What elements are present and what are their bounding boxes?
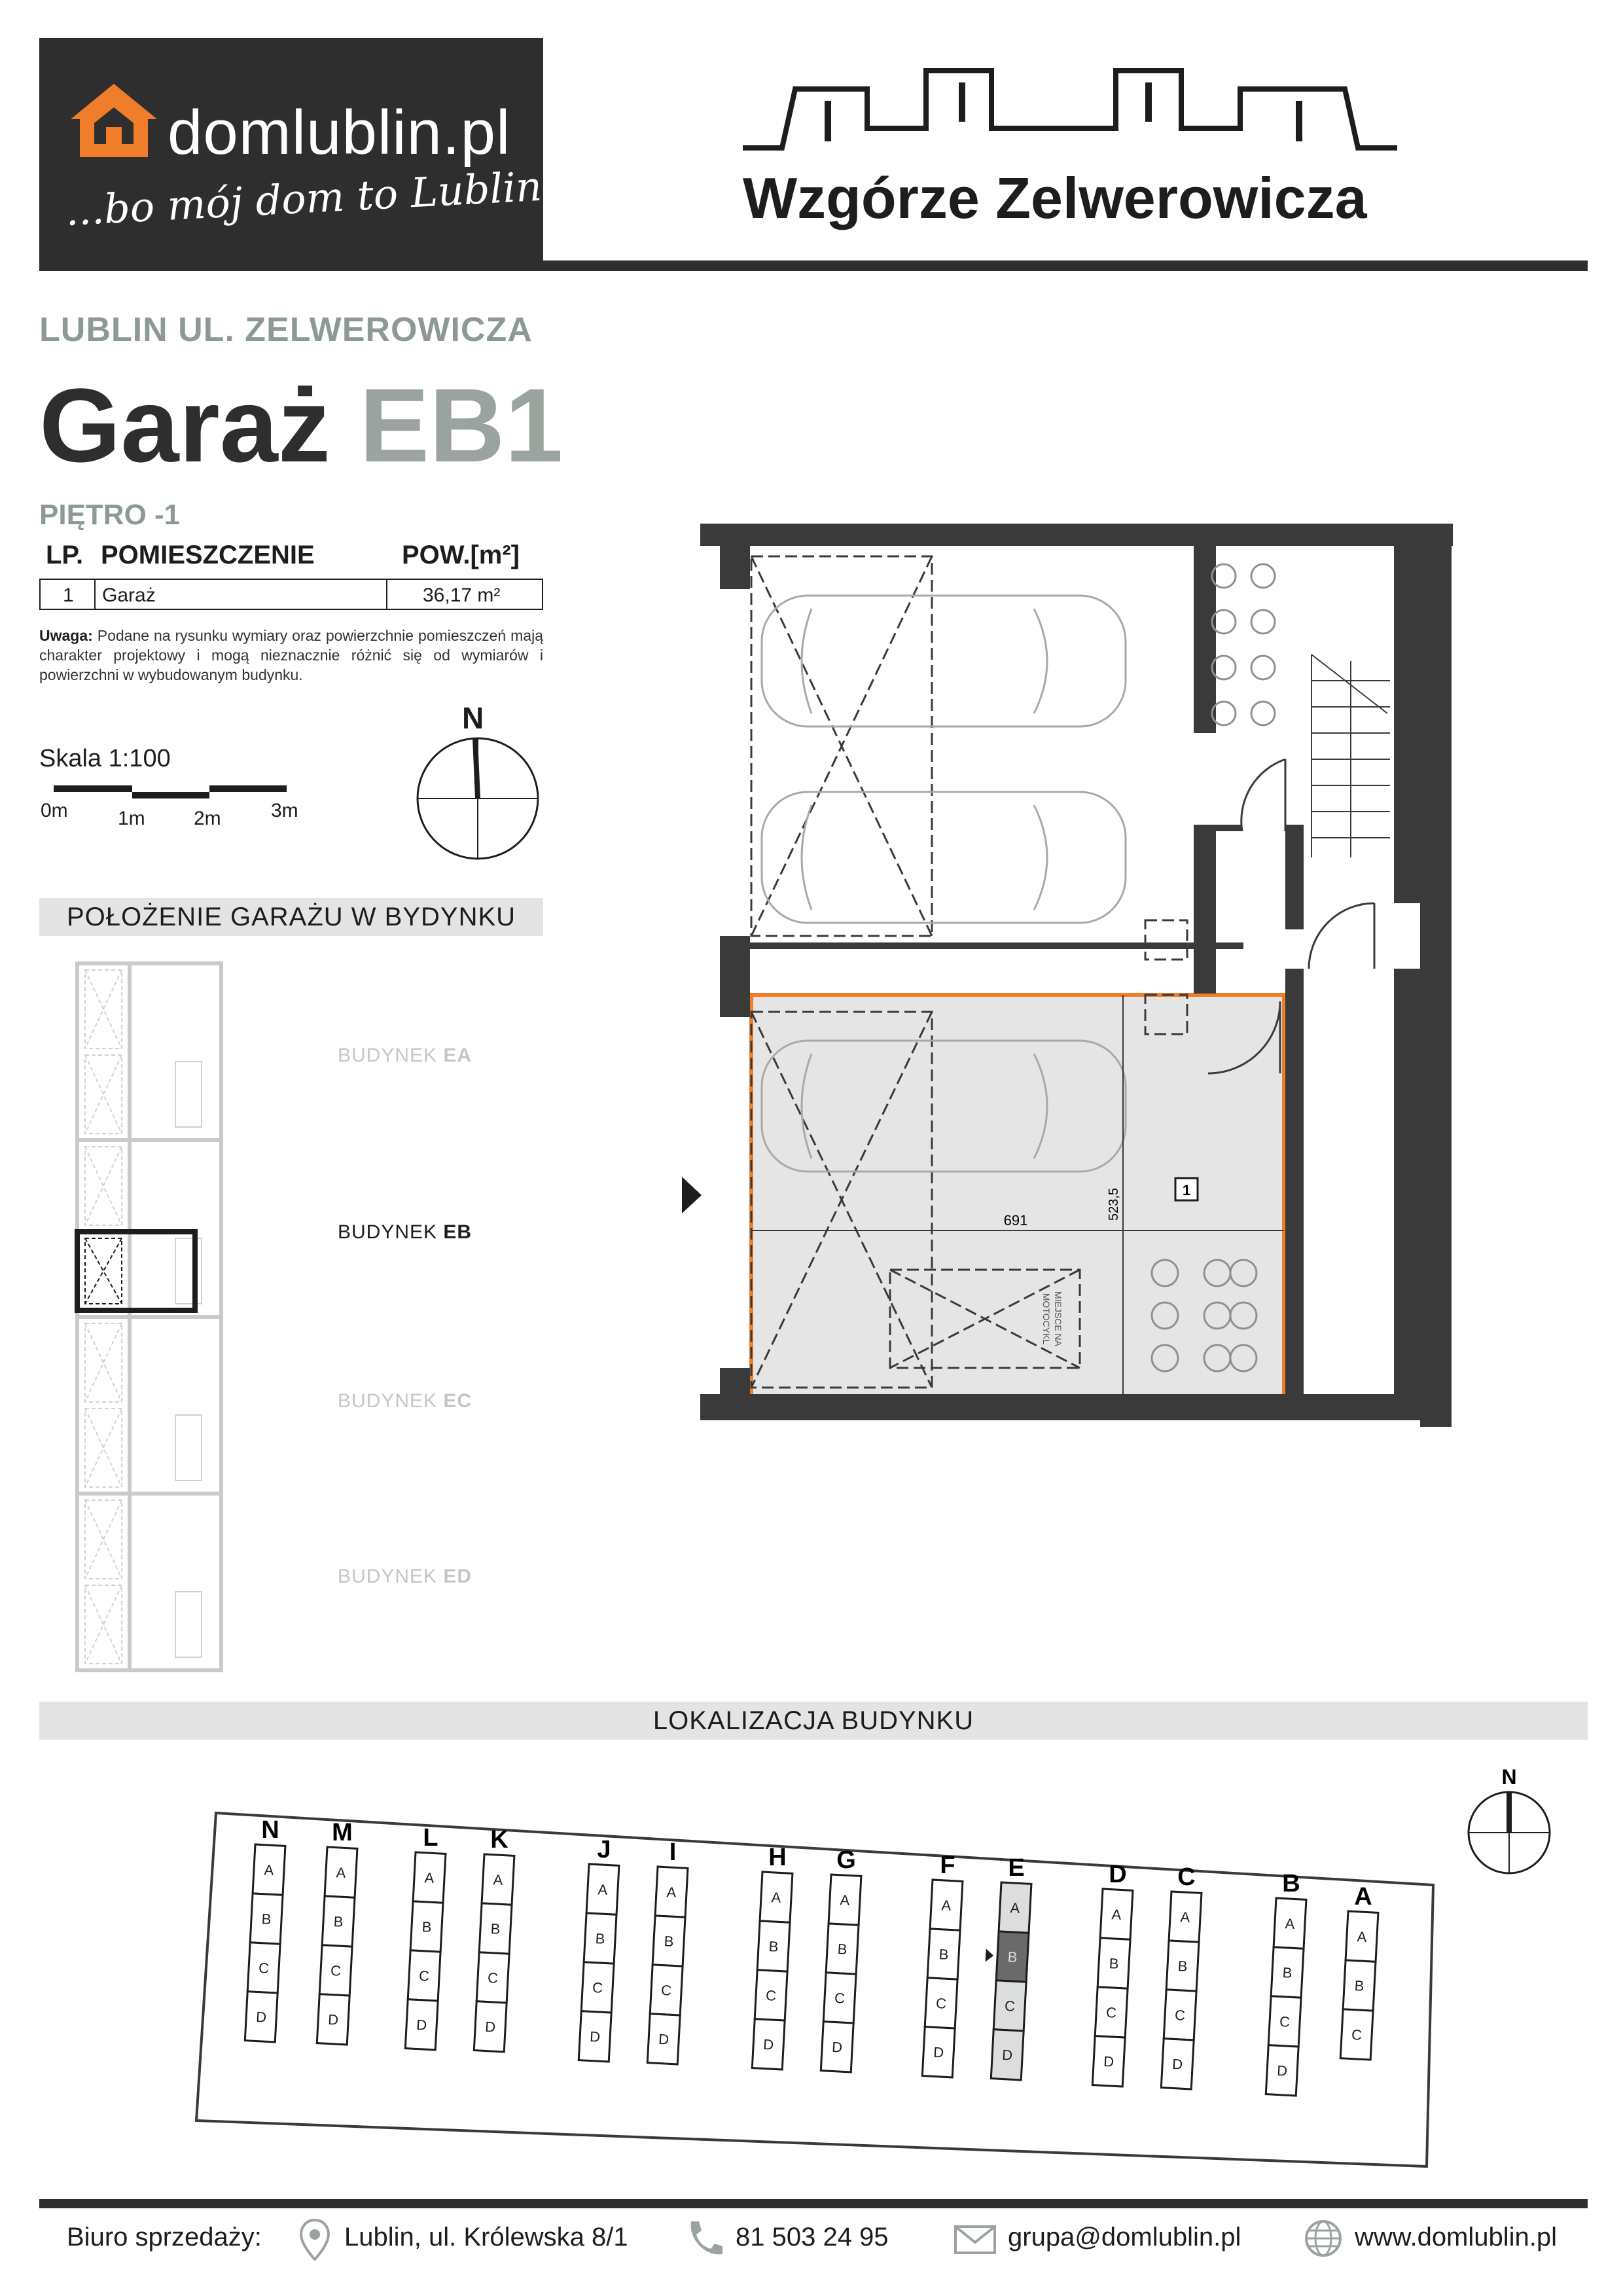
dimension-depth: 523,5 bbox=[1107, 1187, 1121, 1221]
site-unit-label: C bbox=[330, 1962, 342, 1979]
site-unit-label: A bbox=[940, 1897, 952, 1914]
scale-tick-2: 2m bbox=[194, 808, 221, 829]
site-map bbox=[183, 1793, 1453, 2179]
svg-text:N: N bbox=[1501, 1765, 1517, 1789]
site-unit-label: B bbox=[490, 1920, 501, 1937]
site-unit-label: A bbox=[1009, 1899, 1020, 1917]
footer-divider bbox=[39, 2199, 1588, 2208]
site-unit-label: A bbox=[1356, 1928, 1367, 1946]
site-unit-label: B bbox=[1007, 1948, 1018, 1965]
house-logo-icon bbox=[68, 81, 160, 160]
building-label-ed: BUDYNEK ED bbox=[338, 1566, 473, 1587]
note-label: Uwaga: bbox=[39, 627, 93, 644]
site-unit-label: C bbox=[834, 1990, 846, 2007]
site-unit-label: A bbox=[666, 1884, 677, 1901]
scale-tick-0: 0m bbox=[41, 800, 68, 821]
site-unit-label: D bbox=[484, 2018, 496, 2036]
footer-website[interactable]: www.domlublin.pl bbox=[1355, 2223, 1558, 2251]
site-unit-label: B bbox=[1177, 1958, 1188, 1975]
site-unit-label: B bbox=[261, 1910, 272, 1928]
site-unit-label: B bbox=[595, 1930, 606, 1947]
row-room: Garaż bbox=[102, 584, 156, 606]
site-unit-label: C bbox=[1174, 2007, 1186, 2024]
header-divider bbox=[39, 260, 1588, 271]
site-unit-label: C bbox=[418, 1967, 430, 1984]
site-building-label: E bbox=[1008, 1854, 1025, 1882]
title-prefix: Garaż bbox=[39, 367, 330, 484]
site-unit-label: B bbox=[1282, 1964, 1293, 1981]
table-divider bbox=[94, 580, 96, 609]
location-pin-icon bbox=[300, 2219, 330, 2261]
section-building-position: POŁOŻENIE GARAŻU W BYDYNKU bbox=[39, 898, 543, 936]
site-unit-label: D bbox=[255, 2008, 267, 2026]
site-unit-label: D bbox=[416, 2016, 427, 2034]
site-unit-label: C bbox=[592, 1979, 603, 1996]
floor-label: PIĘTRO -1 bbox=[39, 499, 181, 531]
table-header-room: POMIESZCZENIE bbox=[101, 541, 315, 569]
room-number: 1 bbox=[1182, 1182, 1191, 1198]
building-label-ea: BUDYNEK EA bbox=[338, 1045, 473, 1066]
site-unit-label: A bbox=[492, 1871, 503, 1889]
site-unit-label: C bbox=[487, 1969, 499, 1986]
site-unit-label: A bbox=[1284, 1915, 1295, 1933]
site-building-label: J bbox=[597, 1836, 611, 1863]
scale-tick-1: 1m bbox=[118, 808, 145, 829]
site-compass-icon bbox=[1463, 1761, 1555, 1878]
row-area: 36,17 m² bbox=[423, 584, 501, 606]
title-code: EB1 bbox=[359, 367, 563, 484]
site-unit-label: C bbox=[258, 1960, 270, 1977]
site-unit-label: D bbox=[1171, 2055, 1183, 2073]
site-building-label: C bbox=[1177, 1863, 1196, 1891]
building-section-plan bbox=[71, 957, 228, 1677]
scale-tick-3: 3m bbox=[271, 800, 298, 821]
site-unit-label: A bbox=[1179, 1909, 1190, 1926]
site-unit-label: A bbox=[597, 1881, 608, 1899]
site-unit-label: C bbox=[765, 1987, 777, 2004]
compass-north-label: N bbox=[462, 701, 484, 735]
site-unit-label: C bbox=[935, 1995, 947, 2012]
phone-icon bbox=[686, 2219, 724, 2258]
site-unit-label: A bbox=[423, 1869, 435, 1887]
site-unit-label: A bbox=[839, 1892, 850, 1909]
globe-icon bbox=[1304, 2219, 1343, 2258]
site-unit-label: A bbox=[1111, 1906, 1122, 1924]
site-unit-label: D bbox=[1001, 2046, 1013, 2064]
site-building-label: A bbox=[1354, 1883, 1372, 1910]
table-row bbox=[39, 579, 543, 610]
site-unit-label: B bbox=[1354, 1977, 1365, 1994]
scale-label: Skala 1:100 bbox=[39, 745, 171, 772]
note-text: Podane na rysunku wymiary oraz powierzchnie pomieszczeń mają charakter projektowy i mogą nieznacznie różnić się od wymiarów i powierzchni w wybudowanym budynku. bbox=[39, 627, 544, 683]
moto-label-2: MOTOCYKL bbox=[1041, 1293, 1052, 1345]
site-building-label: H bbox=[768, 1844, 787, 1871]
email-icon bbox=[954, 2225, 996, 2254]
site-unit-label: D bbox=[1103, 2053, 1115, 2070]
site-unit-label: A bbox=[263, 1861, 274, 1879]
building-label-ec: BUDYNEK EC bbox=[338, 1390, 473, 1412]
site-unit-label: C bbox=[1351, 2026, 1363, 2043]
site-building-label: D bbox=[1109, 1861, 1127, 1888]
section-site-location: LOKALIZACJA BUDYNKU bbox=[39, 1702, 1588, 1740]
site-building-label: K bbox=[490, 1826, 508, 1854]
building-label-eb: BUDYNEK EB bbox=[338, 1221, 473, 1243]
logo-slogan: ...bo mój dom to Lublin bbox=[64, 162, 543, 235]
compass-icon bbox=[412, 733, 543, 864]
moto-label-1: MIEJSCE NA bbox=[1053, 1291, 1063, 1347]
site-building-label: L bbox=[423, 1824, 438, 1852]
site-building-label: I bbox=[669, 1839, 677, 1866]
site-unit-label: D bbox=[831, 2038, 843, 2056]
site-unit-label: A bbox=[770, 1889, 781, 1907]
site-unit-label: B bbox=[837, 1941, 848, 1958]
site-building-label: M bbox=[332, 1819, 353, 1846]
address: LUBLIN UL. ZELWEROWICZA bbox=[39, 311, 533, 349]
site-unit-label: B bbox=[768, 1938, 779, 1955]
site-unit-label: A bbox=[335, 1864, 346, 1882]
dimension-width: 691 bbox=[1003, 1212, 1028, 1229]
skyline-logo-icon bbox=[743, 63, 1397, 154]
row-lp: 1 bbox=[63, 584, 74, 606]
site-unit-label: B bbox=[1109, 1955, 1120, 1972]
site-building-label: G bbox=[836, 1846, 856, 1874]
site-unit-label: D bbox=[658, 2030, 669, 2048]
logo-box bbox=[39, 38, 543, 270]
footer-office-label: Biuro sprzedaży: bbox=[67, 2223, 262, 2251]
logo-name: domlublin.pl bbox=[168, 98, 511, 168]
site-unit-label: B bbox=[664, 1933, 675, 1950]
table-header-lp: LP. bbox=[46, 541, 84, 569]
compass bbox=[412, 700, 543, 864]
table-divider bbox=[386, 580, 387, 609]
site-unit-label: C bbox=[1004, 1998, 1016, 2015]
site-unit-label: B bbox=[421, 1918, 433, 1935]
footer-phone[interactable]: 81 503 24 95 bbox=[736, 2223, 889, 2251]
site-unit-label: B bbox=[938, 1946, 950, 1963]
site-unit-label: C bbox=[1279, 2013, 1291, 2030]
site-unit-label: D bbox=[1276, 2062, 1288, 2079]
site-unit-label: C bbox=[1105, 2004, 1117, 2021]
site-building-label: B bbox=[1282, 1870, 1300, 1897]
selected-garage-area bbox=[751, 995, 1284, 1398]
site-unit-label: D bbox=[762, 2036, 774, 2053]
site-unit-label: D bbox=[327, 2011, 339, 2028]
project-name: Wzgórze Zelwerowicza bbox=[743, 166, 1367, 230]
footer-address: Lublin, ul. Królewska 8/1 bbox=[344, 2223, 628, 2251]
floor-plan bbox=[694, 517, 1466, 1433]
site-highlight-arrow bbox=[986, 1948, 994, 1962]
site-unit-label: C bbox=[660, 1982, 672, 1999]
table-header-area: POW.[m²] bbox=[402, 541, 520, 569]
disclaimer-note bbox=[39, 626, 543, 685]
site-unit-label: D bbox=[589, 2028, 601, 2045]
site-building-label: N bbox=[261, 1816, 279, 1844]
page-title bbox=[39, 367, 563, 484]
site-building-label: F bbox=[940, 1852, 955, 1879]
footer-email[interactable]: grupa@domlublin.pl bbox=[1008, 2223, 1241, 2251]
site-unit-label: D bbox=[933, 2043, 944, 2061]
site-unit-label: B bbox=[333, 1913, 344, 1930]
entry-arrow-icon bbox=[682, 1177, 702, 1213]
